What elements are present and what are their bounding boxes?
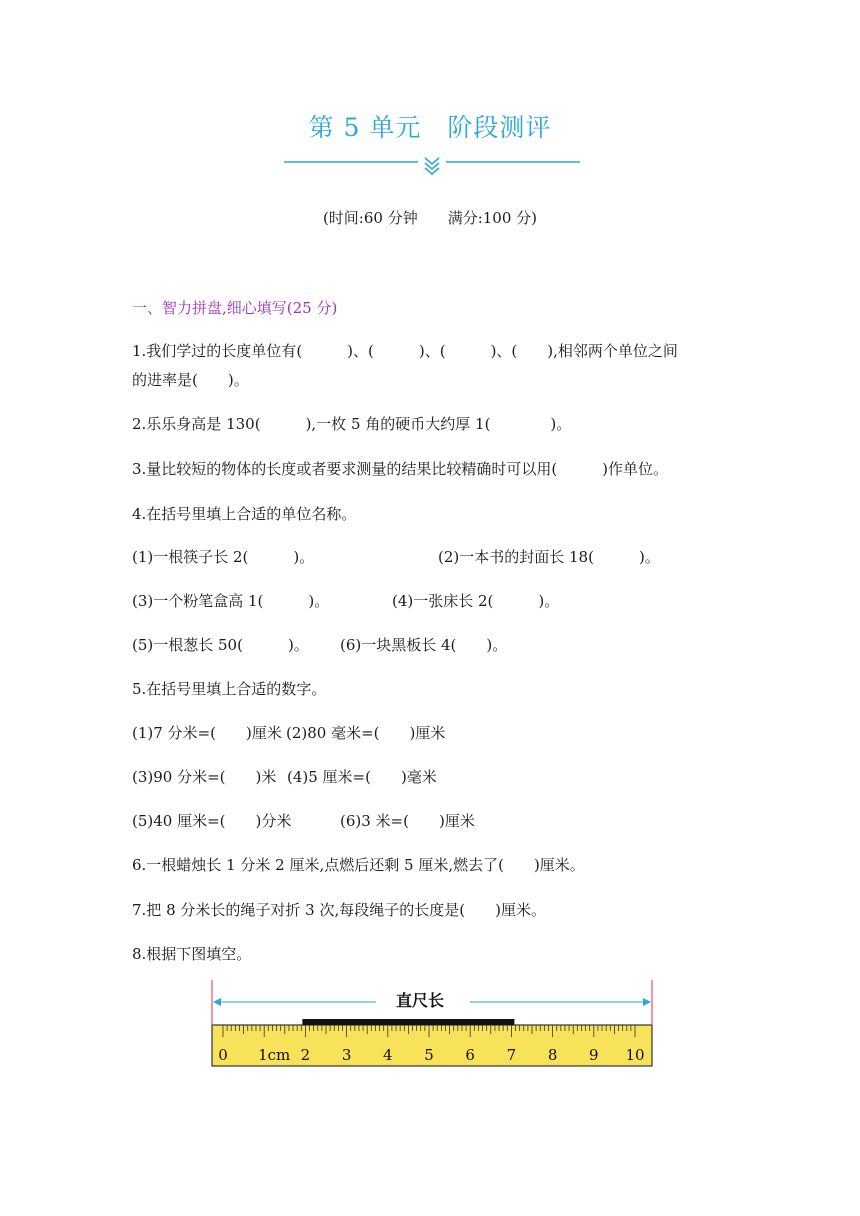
question-5-item-1: (1)7 分米=( )厘米 (132, 724, 282, 742)
question-1-line-2: 的进率是( )。 (132, 371, 249, 389)
question-2: 2.乐乐身高是 130( ),一枚 5 角的硬币大约厚 1( )。 (132, 415, 572, 433)
measured-object (302, 1019, 514, 1025)
ruler-number: 3 (341, 1046, 352, 1064)
double-chevron-down-icon (425, 158, 439, 174)
question-6: 6.一根蜡烛长 1 分米 2 厘米,点燃后还剩 5 厘米,燃去了( )厘米。 (132, 856, 585, 874)
question-5-item-2: (2)80 毫米=( )厘米 (286, 724, 446, 742)
ruler-number: 9 (589, 1046, 599, 1064)
ruler-figure (208, 978, 656, 1072)
ruler-number: 5 (424, 1046, 434, 1064)
question-8: 8.根据下图填空。 (132, 945, 252, 963)
question-5-item-3: (3)90 分米=( )米 (132, 768, 277, 786)
ruler-number: 7 (506, 1046, 517, 1064)
question-4-item-3: (3)一个粉笔盒高 1( )。 (132, 592, 330, 610)
right-arrowhead-icon (643, 998, 651, 1006)
ruler-number: 8 (547, 1046, 558, 1064)
question-5: 5.在括号里填上合适的数字。 (132, 680, 327, 698)
exam-info: (时间:60 分钟 满分:100 分) (322, 209, 538, 227)
ruler-number: 4 (383, 1046, 393, 1064)
question-3: 3.量比较短的物体的长度或者要求测量的结果比较精确时可以用( )作单位。 (132, 460, 669, 478)
question-5-item-5: (5)40 厘米=( )分米 (132, 812, 292, 830)
question-4-item-4: (4)一张床长 2( )。 (392, 592, 560, 610)
ruler-number: 2 (300, 1046, 311, 1064)
ruler-number: 0 (218, 1046, 228, 1064)
question-4-item-1: (1)一根筷子长 2( )。 (132, 548, 315, 566)
title-divider (284, 150, 580, 180)
question-4-item-2: (2)一本书的封面长 18( )。 (438, 548, 660, 566)
ruler-number: 10 (625, 1046, 645, 1064)
question-5-item-6: (6)3 米=( )厘米 (340, 812, 475, 830)
question-1-line-1: 1.我们学过的长度单位有( )、( )、( )、( ),相邻两个单位之间 (132, 342, 678, 360)
question-4-item-5: (5)一根葱长 50( )。 (132, 636, 309, 654)
question-4-item-6: (6)一块黑板长 4( )。 (340, 636, 508, 654)
left-arrowhead-icon (213, 998, 221, 1006)
question-7: 7.把 8 分米长的绳子对折 3 次,每段绳子的长度是( )厘米。 (132, 901, 546, 919)
ruler-number: 6 (465, 1046, 475, 1064)
question-5-item-4: (4)5 厘米=( )毫米 (287, 768, 437, 786)
section-heading: 一、智力拼盘,细心填写(25 分) (132, 299, 338, 317)
page-title: 第 5 单元 阶段测评 (308, 113, 552, 142)
ruler-number: 1cm (258, 1046, 291, 1064)
question-4: 4.在括号里填上合适的单位名称。 (132, 505, 357, 523)
ruler-length-label: 直尺长 (395, 991, 445, 1010)
